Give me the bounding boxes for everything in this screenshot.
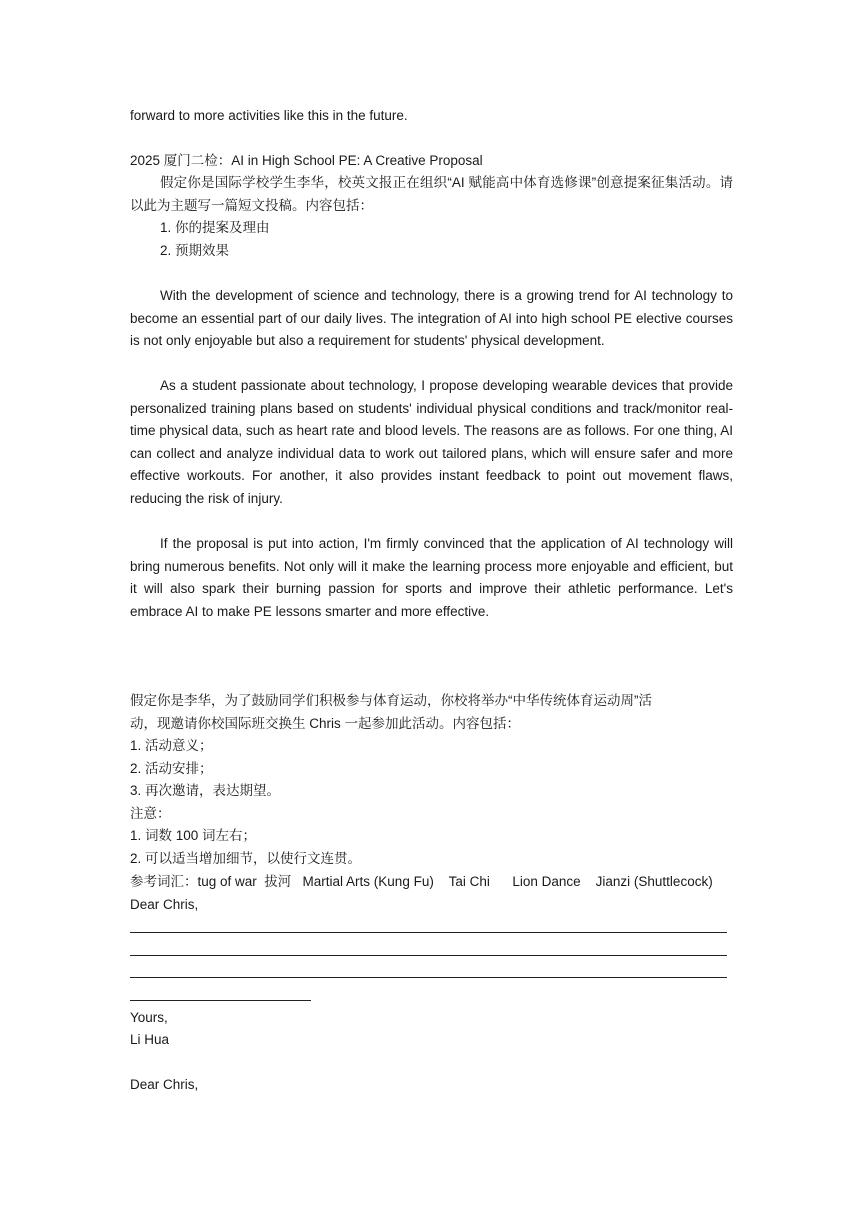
letter-greeting-repeat: Dear Chris, (130, 1077, 199, 1092)
task-prompt-line: 假定你是李华，为了鼓励同学们积极参与体育运动，你校将举办“中华传统体育运动周”活 (130, 693, 652, 708)
answer-line (130, 955, 727, 956)
notes-label: 注意： (130, 806, 171, 821)
requirement-item: 1. 你的提案及理由 (160, 220, 270, 235)
requirement-item: 2. 活动安排； (130, 761, 213, 776)
task-prompt-line: 动，现邀请你校国际班交换生 Chris 一起参加此活动。内容包括： (130, 716, 521, 731)
continuation-text: forward to more activities like this in the future. (130, 108, 408, 123)
vocabulary-line (130, 873, 713, 891)
answer-line (130, 1000, 311, 1001)
section-heading: 2025 厦门二检：AI in High School PE: A Creative Proposal (130, 153, 483, 168)
vocabulary-list: tug of war 拔河 Martial Arts (Kung Fu) Tai Chi Lion Dance Jianzi (Shuttlecock) (197, 874, 713, 889)
essay-paragraph: If the proposal is put into action, I'm firmly convinced that the application of AI technology will bring numerous benefits. Not only will it make the learning process more enjoyable and efficient, but it will also spark their burning passion for sports and improve their athletic performance. Let's embrace AI to make PE lessons smarter and more effective. (130, 536, 733, 619)
task-prompt: 假定你是国际学校学生李华，校英文报正在组织“AI 赋能高中体育选修课”创意提案征集活动。请以此为主题写一篇短文投稿。内容包括： (130, 175, 733, 213)
essay-paragraph: As a student passionate about technology, I propose developing wearable devices that provide personalized training plans based on students' individual physical conditions and track/monitor real-time physical data, such as heart rate and blood levels. The reasons are as follows. For one thing, AI can collect and analyze individual data to work out tailored plans, which will ensure safer and more effective workouts. For another, it also provides instant feedback to point out movement flaws, reducing the risk of injury. (130, 378, 733, 506)
note-item: 2. 可以适当增加细节，以使行文连贯。 (130, 851, 362, 866)
answer-line (130, 932, 727, 933)
note-item: 1. 词数 100 词左右； (130, 828, 257, 843)
letter-closing: Yours, (130, 1010, 168, 1025)
letter-signature: Li Hua (130, 1032, 170, 1047)
vocabulary-label: 参考词汇： (130, 874, 198, 889)
requirement-item: 2. 预期效果 (160, 243, 230, 258)
letter-greeting: Dear Chris, (130, 897, 199, 912)
essay-paragraph: With the development of science and technology, there is a growing trend for AI technology to become an essential part of our daily lives. The integration of AI into high school PE elective courses is not only enjoyable but also a requirement for students' physical development. (130, 288, 733, 348)
requirement-item: 1. 活动意义； (130, 738, 213, 753)
requirement-item: 3. 再次邀请，表达期望。 (130, 783, 281, 798)
answer-line (130, 977, 727, 978)
